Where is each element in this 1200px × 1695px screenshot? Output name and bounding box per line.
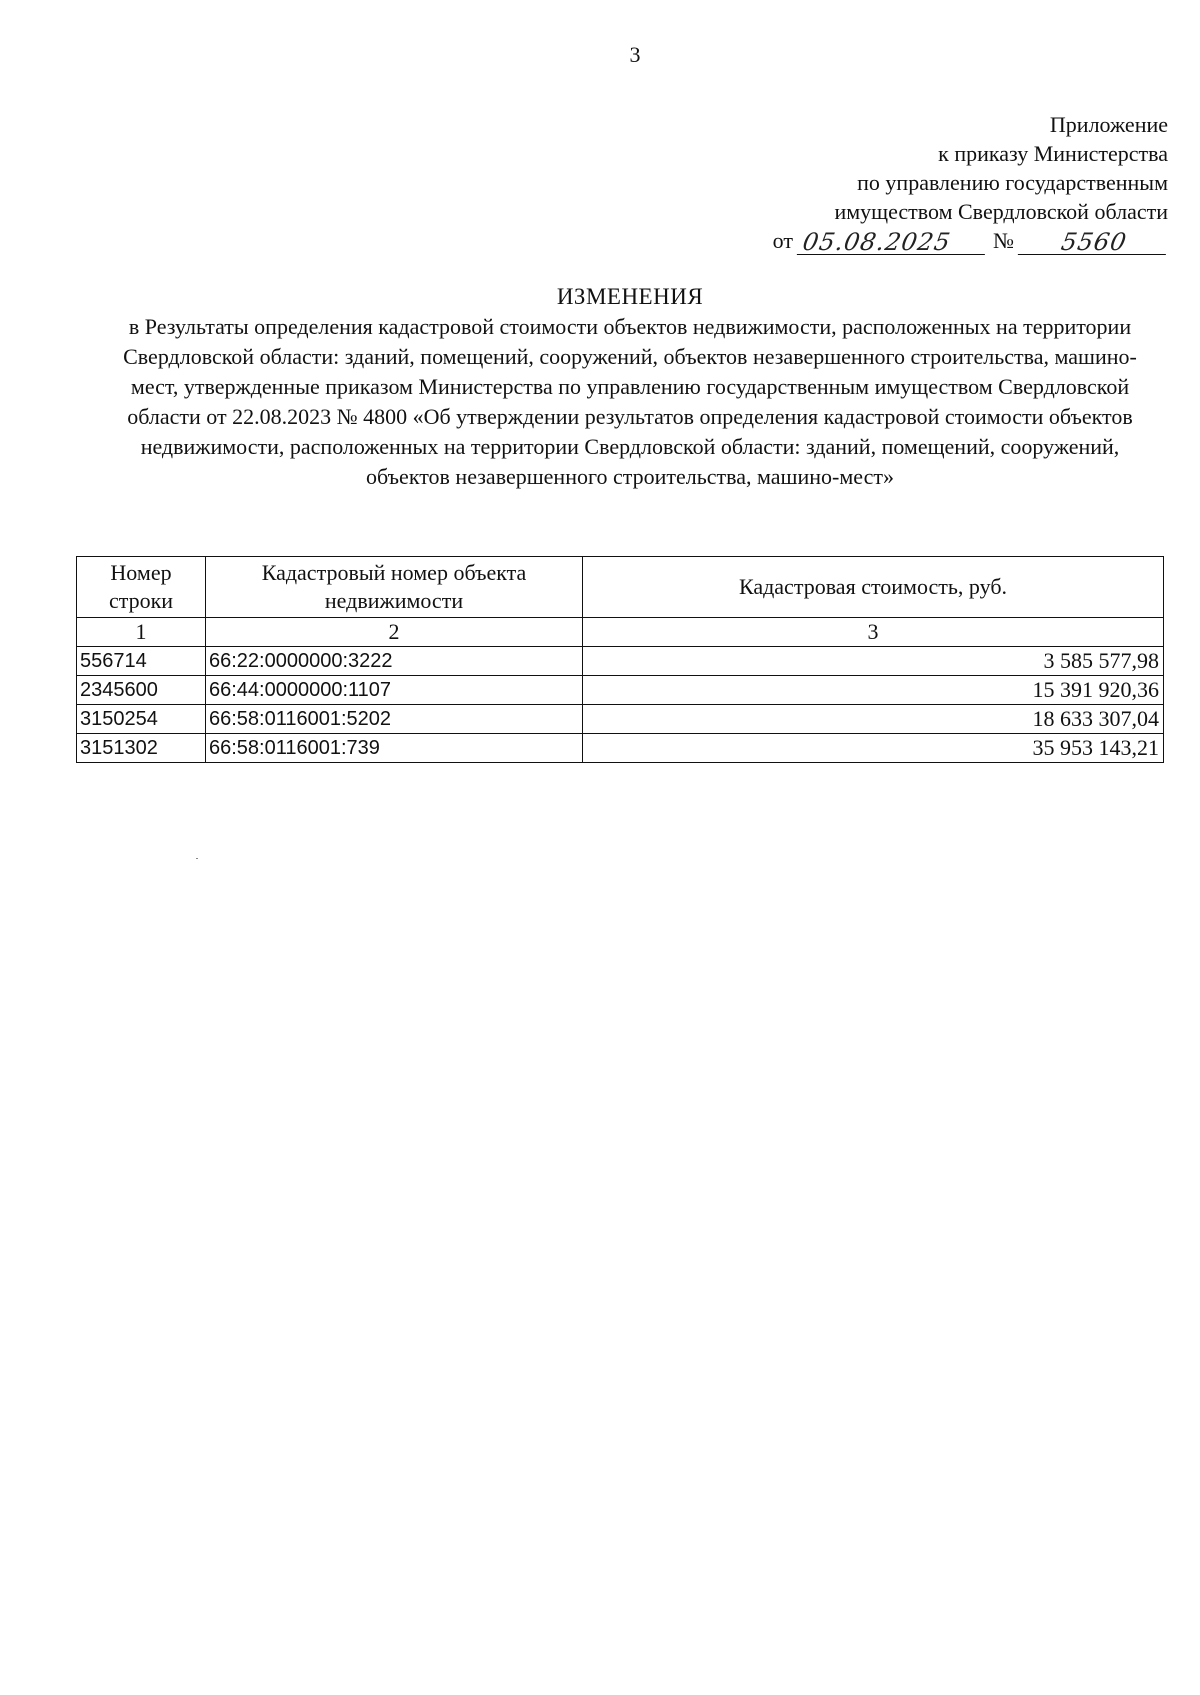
column-number: 1 (77, 618, 206, 647)
document-heading (0, 282, 1200, 492)
row-number: 2345600 (77, 676, 206, 705)
cadastral-number: 66:44:0000000:1107 (206, 676, 583, 705)
column-number: 3 (583, 618, 1164, 647)
appendix-line: к приказу Министерства (938, 141, 1168, 166)
appendix-line: по управлению государственным (857, 170, 1168, 195)
row-number: 3151302 (77, 734, 206, 763)
column-number: 2 (206, 618, 583, 647)
page-number: 3 (629, 42, 641, 67)
table-header-row (77, 557, 1164, 618)
header-cadastral-number: Кадастровый номер объекта недвижимости (206, 557, 583, 618)
cadastral-value: 18 633 307,04 (583, 705, 1164, 734)
cadastral-number: 66:22:0000000:3222 (206, 647, 583, 676)
appendix-line: Приложение (1049, 112, 1168, 137)
table-row (77, 734, 1164, 763)
appendix-block (748, 110, 1168, 255)
cadastral-number: 66:58:0116001:5202 (206, 705, 583, 734)
table-column-numbers (77, 618, 1164, 647)
cadastral-value-table (76, 556, 1164, 763)
date-prefix: от (772, 228, 793, 253)
cadastral-value: 15 391 920,36 (583, 676, 1164, 705)
document-title: ИЗМЕНЕНИЯ (556, 284, 704, 309)
table-row (77, 705, 1164, 734)
cadastral-value: 3 585 577,98 (583, 647, 1164, 676)
header-row-number: Номер строки (77, 557, 206, 618)
header-cadastral-value: Кадастровая стоимость, руб. (583, 557, 1164, 618)
handwritten-number: 5560 (1018, 230, 1170, 255)
row-number: 3150254 (77, 705, 206, 734)
cadastral-number: 66:58:0116001:739 (206, 734, 583, 763)
order-date-number (748, 226, 1168, 255)
number-sign: № (993, 228, 1014, 253)
table-row (77, 676, 1164, 705)
row-number: 556714 (77, 647, 206, 676)
table-row (77, 647, 1164, 676)
cadastral-value: 35 953 143,21 (583, 734, 1164, 763)
handwritten-date: 05.08.2025 (797, 230, 989, 255)
scan-speck (196, 858, 198, 859)
appendix-line: имуществом Свердловской области (834, 199, 1168, 224)
document-subtitle: в Результаты определения кадастровой стоимости объектов недвижимости, расположенных на территории Свердловской области: зданий, помещений, сооружений, объектов незавершенного строительства, машино-мест, утвержденные приказом Министерства по управлению государственным имуществом Свердловской области от 22.08.2023 № 4800 «Об утверждении результатов определения кадастровой стоимости объектов недвижимости, расположенных на территории Свердловской области: зданий, помещений, сооружений, объектов незавершенного строительства, машино-мест» (123, 314, 1137, 489)
